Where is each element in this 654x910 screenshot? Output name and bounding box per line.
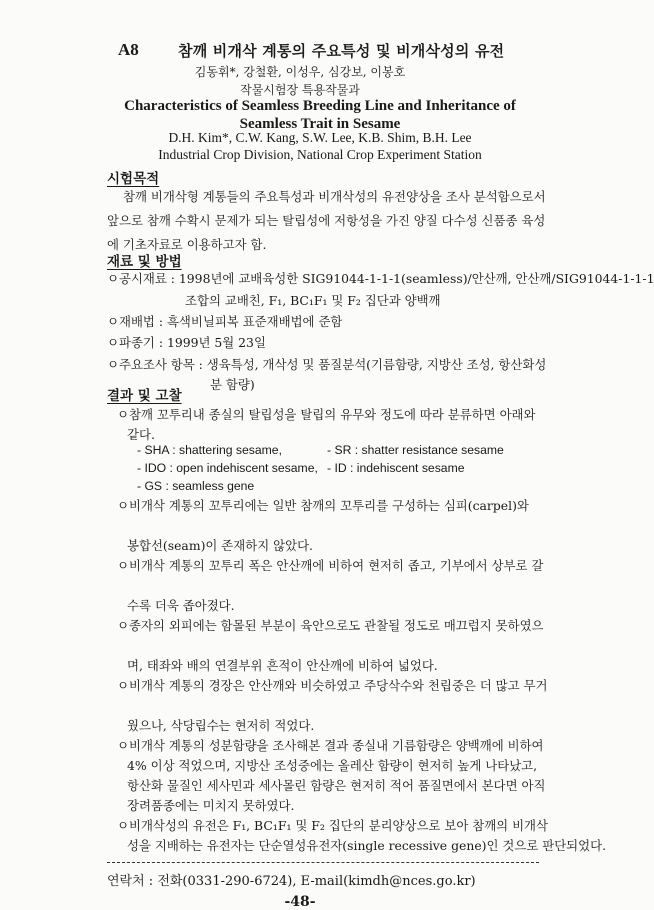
methods-item-text: 재배법 : 흑색비닐피복 표준재배법에 준함 <box>118 314 343 329</box>
objective-line: 에 기초자료로 이용하고자 함. <box>107 237 267 252</box>
methods-item-text: 주요조사 항목 : 생육특성, 개삭성 및 품질분석(기름함량, 지방산 조성, 항산화성 <box>118 357 547 372</box>
objective-line: 참깨 비개삭형 계통들의 주요특성과 비개삭성의 유전양상을 조사 분석함으로서 <box>123 189 546 204</box>
objective-line: 앞으로 참깨 수확시 문제가 되는 탈립성에 저항성을 가진 양질 다수성 신품종 육성 <box>107 213 546 228</box>
methods-item <box>107 333 266 351</box>
bullet: ㅇ <box>117 498 129 513</box>
objective-heading: 시험목적 <box>107 171 160 187</box>
bullet: ㅇ <box>107 271 119 286</box>
bullet: ㅇ <box>117 558 129 573</box>
class-sr: - SR : shatter resistance sesame <box>327 443 504 457</box>
methods-item <box>107 312 342 330</box>
results-line: 비개삭 계통의 꼬투리 폭은 안산깨에 비하여 현저히 좁고, 기부에서 상부로 갈 <box>128 558 544 573</box>
results-paragraph <box>117 676 547 694</box>
methods-item <box>107 355 546 373</box>
korean-authors: 김동휘*, 강철환, 이성우, 심강보, 이봉호 <box>194 65 406 79</box>
methods-item <box>185 291 441 309</box>
methods-heading: 재료 및 방법 <box>107 254 182 270</box>
bullet: ㅇ <box>117 618 129 633</box>
class-id: - ID : indehiscent sesame <box>327 461 465 475</box>
bullet: ㅇ <box>107 357 119 372</box>
results-intro <box>117 405 535 423</box>
english-affiliation: Industrial Crop Division, National Crop Experiment Station <box>158 147 482 162</box>
results-line-text: 4% 이상 적었으며, 지방산 조성중에는 올레산 함량이 현저히 높게 나타났고, <box>127 758 538 773</box>
class-sha: - SHA : shattering sesame, <box>137 443 282 457</box>
results-line: 비개삭 계통의 꼬투리에는 일반 참깨의 꼬투리를 구성하는 심피(carpel)와 <box>128 498 529 513</box>
results-line: 봉합선(seam)이 존재하지 않았다. <box>127 538 313 553</box>
results-line-text: 항산화 물질인 세사민과 세사몰린 함량은 현저히 적어 품질면에서 본다면 아직 <box>127 778 546 793</box>
methods-item-text: 파종기 : 1999년 5월 23일 <box>118 335 266 350</box>
results-paragraph <box>117 556 543 574</box>
methods-item-text: 공시재료 : 1998년에 교배육성한 SIG91044-1-1-1(seamless)/안산깨, 안산깨/SIG91044-1-1-1 <box>118 271 654 286</box>
results-heading: 결과 및 고찰 <box>107 388 182 404</box>
contact-info: 연락처 : 전화(0331-290-6724), E-mail(kimdh@nces.go.kr) <box>107 874 476 889</box>
results-paragraph <box>117 816 548 834</box>
class-gs: - GS : seamless gene <box>137 479 255 493</box>
results-line: 비개삭 계통의 경장은 안산깨와 비슷하였고 주당삭수와 천립중은 더 많고 무거 <box>128 678 548 693</box>
english-title-line2: Seamless Trait in Sesame <box>239 116 401 132</box>
methods-item <box>107 269 654 287</box>
korean-title: 참깨 비개삭 계통의 주요특성 및 비개삭성의 유전 <box>178 42 505 60</box>
results-paragraph <box>117 736 544 754</box>
results-line: 웠으나, 삭당립수는 현저히 적었다. <box>127 718 315 733</box>
bullet: ㅇ <box>107 314 119 329</box>
bullet: ㅇ <box>117 818 129 833</box>
footer-divider <box>107 862 539 863</box>
korean-affiliation: 작물시험장 특용작물과 <box>240 83 360 97</box>
results-line: 며, 태좌와 배의 연결부위 흔적이 안산깨에 비하여 넓었다. <box>127 658 438 673</box>
results-line: 수록 더욱 좁아졌다. <box>127 598 235 613</box>
bullet: ㅇ <box>107 335 119 350</box>
results-line-text: 성을 지배하는 유전자는 단순열성유전자(single recessive gene)인 것으로 판단되었다. <box>127 838 607 853</box>
english-title-line1: Characteristics of Seamless Breeding Line and Inheritance of <box>124 98 516 114</box>
bullet: ㅇ <box>117 678 129 693</box>
results-line <box>127 796 294 814</box>
results-line-text: 장려품종에는 미치지 못하였다. <box>127 798 295 813</box>
methods-item-text: 분 함량) <box>210 377 255 392</box>
abstract-code: A8 <box>118 40 139 59</box>
results-intro-text: 참깨 꼬투리내 종실의 탈립성을 탈립의 유무와 정도에 따라 분류하면 아래와 <box>128 407 536 422</box>
results-line-text: 비개삭성의 유전은 F₁, BC₁F₁ 및 F₂ 집단의 분리양상으로 보아 참깨의 비개삭 <box>128 818 548 833</box>
results-line-text: 비개삭 계통의 성분함량을 조사해본 결과 종실내 기름함량은 양백깨에 비하여 <box>128 738 544 753</box>
class-ido: - IDO : open indehiscent sesame, <box>137 461 318 475</box>
bullet: ㅇ <box>117 407 129 422</box>
results-line <box>127 756 537 774</box>
results-line <box>127 836 606 854</box>
methods-item <box>210 375 255 393</box>
english-authors: D.H. Kim*, C.W. Kang, S.W. Lee, K.B. Shim, B.H. Lee <box>168 130 472 145</box>
bullet: ㅇ <box>117 738 129 753</box>
results-intro-cont: 같다. <box>127 427 155 442</box>
results-paragraph <box>117 616 544 634</box>
english-title <box>0 97 640 133</box>
results-line: 종자의 외피에는 함몰된 부분이 육안으로도 관찰될 정도로 매끄럽지 못하였으 <box>128 618 544 633</box>
results-line <box>127 776 545 794</box>
results-paragraph <box>117 496 529 514</box>
page-number: -48- <box>284 894 316 910</box>
methods-item-text: 조합의 교배친, F₁, BC₁F₁ 및 F₂ 집단과 양백깨 <box>185 293 441 308</box>
